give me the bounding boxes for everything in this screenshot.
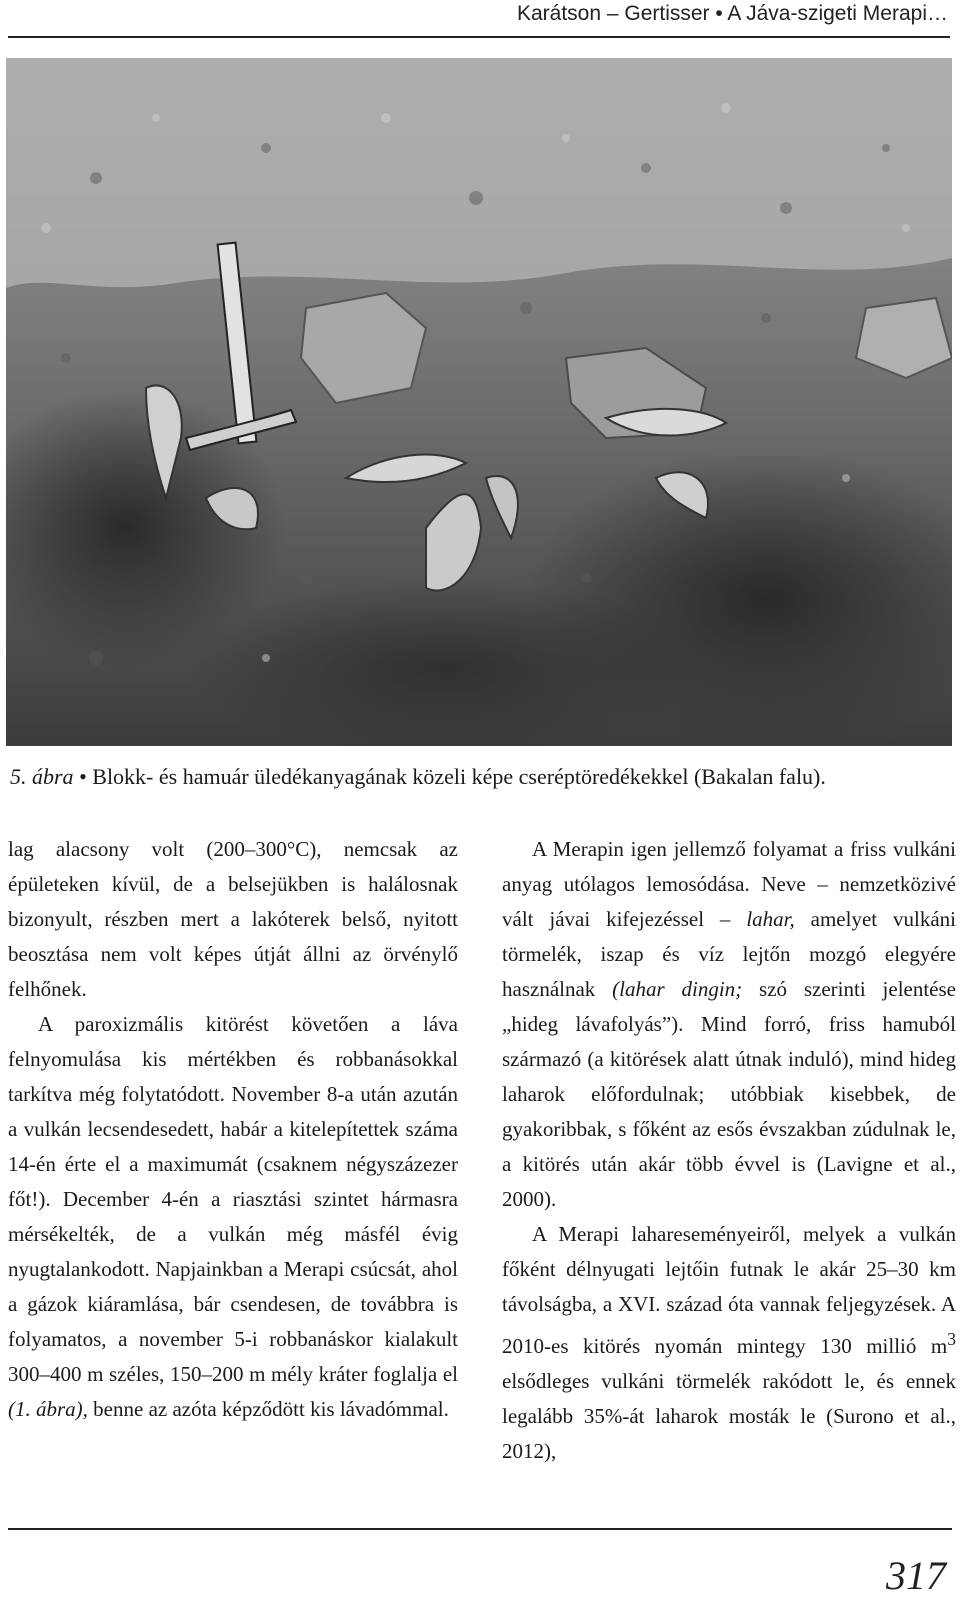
page-number: 317 [886, 1553, 946, 1598]
footer-rule [8, 1528, 952, 1530]
right-paragraph-1-c: szó szerinti jelentése „hideg lávafolyás”). Mind forró, friss hamuból származó (a kitörések alatt útnak induló), mind hideg laharok előfordulnak; utóbbiak kisebbek, de gyakoribbak, s főként az esős évszakban zúdulnak le, a kitörés után akár több évvel is (Lavigne et al., 2000). [502, 977, 956, 1211]
left-paragraph-2-end: benne az azóta képződött kis lávadómmal. [87, 1397, 449, 1421]
right-column [502, 832, 956, 1469]
figure-caption [10, 763, 954, 791]
right-paragraph-2-a: A Merapi lahareseményeiről, melyek a vulkán főként délnyugati lejtőin futnak le akár 25–30 km távolságba, a XVI. század óta vannak feljegyzések. A 2010-es kitörés nyomán mintegy 130 millió m [502, 1222, 956, 1358]
left-paragraph-2-text: A paroxizmális kitörést követően a láva felnyomulása kis mértékben és robbanásokkal tarkítva még folytatódott. November 8-a után azután a vulkán lecsendesedett, habár a kitelepítettek száma 14-én érte el a maximumát (csaknem négyszázezer főt!). December 4-én a riasztási szintet hármasra mérsékelték, de a vulkán még másfél évig nyugtalankodott. Napjainkban a Merapi csúcsát, ahol a gázok kiáramlása, bár csendesen, de továbbra is folyamatos, a november 5-i robbanáskor kialakult 300–400 m széles, 150–200 m mély kráter foglalja el [8, 1012, 458, 1386]
left-paragraph-1: lag alacsony volt (200–300°C), nemcsak az épületeken kívül, de a belsejükben is halálosnak bizonyult, részben mert a lakóterek belső, nyitott beosztása nem volt képes útját állni az örvénylő felhőnek. [8, 837, 458, 1001]
left-column [8, 832, 458, 1427]
right-paragraph-1-a: A Merapin igen jellemző folyamat a friss vulkáni anyag utólagos lemosódása. Neve – nemzetközivé vált jávai kifejezéssel – [502, 837, 956, 931]
running-header [8, 0, 950, 38]
right-paragraph-1 [502, 832, 956, 1217]
left-paragraph-2 [8, 1007, 458, 1427]
figure-label: 5. ábra [10, 764, 74, 789]
caption-bullet: • [73, 764, 93, 789]
right-paragraph-2-b: elsődleges vulkáni törmelék rakódott le, és ennek legalább 35%-át laharok mosták le (Surono et al., 2012), [502, 1369, 956, 1463]
right-paragraph-2 [502, 1217, 956, 1469]
right-paragraph-1-b: amelyet vulkáni törmelék, iszap és víz lejtőn mozgó elegyére használnak [502, 907, 956, 1001]
term-lahar-dingin: (lahar dingin; [595, 977, 743, 1001]
caption-text: Blokk- és hamuár üledékanyagának közeli képe cseréptöredékekkel (Bakalan falu). [92, 764, 826, 789]
running-title: Karátson – Gertisser • A Jáva-szigeti Merapi… [516, 2, 948, 25]
cubic-superscript: 3 [947, 1329, 956, 1349]
term-lahar: lahar, [730, 907, 795, 931]
figure-reference: (1. ábra), [8, 1397, 88, 1421]
volcanic-deposit-photo [6, 58, 952, 746]
figure-photo [6, 58, 952, 746]
